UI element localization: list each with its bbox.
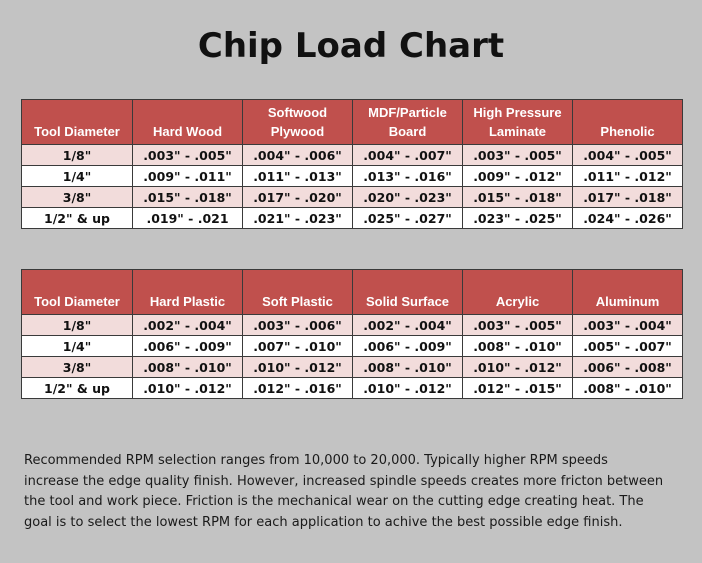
table-row	[22, 315, 683, 336]
table-cell: .006" - .008"	[573, 357, 683, 378]
column-header-hard-wood: Hard Wood	[133, 100, 243, 145]
table-row	[22, 187, 683, 208]
table-cell: .004" - .006"	[243, 145, 353, 166]
table-header-row	[22, 270, 683, 315]
table-cell: .010" - .012"	[463, 357, 573, 378]
table-cell: .019" - .021	[133, 208, 243, 229]
table-cell: .005" - .007"	[573, 336, 683, 357]
table-cell: .020" - .023"	[353, 187, 463, 208]
table-cell: .003" - .004"	[573, 315, 683, 336]
table-cell: .004" - .007"	[353, 145, 463, 166]
column-header-tool-diameter: Tool Diameter	[22, 270, 133, 315]
note-line: the tool and work piece. Friction is the mechanical wear on the cutting edge creating heat. The	[24, 494, 644, 509]
plastic-metal-chip-load-table	[21, 269, 683, 399]
table-cell: .006" - .009"	[133, 336, 243, 357]
table-cell: 3/8"	[22, 357, 133, 378]
rpm-recommendation-note	[24, 451, 686, 533]
table-row	[22, 357, 683, 378]
table-cell: .009" - .012"	[463, 166, 573, 187]
column-header-acrylic: Acrylic	[463, 270, 573, 315]
column-header-soft-plastic: Soft Plastic	[243, 270, 353, 315]
table-cell: .002" - .004"	[353, 315, 463, 336]
table-cell: 1/8"	[22, 315, 133, 336]
table-row	[22, 145, 683, 166]
note-line: increase the edge quality finish. However, increased spindle speeds creates more fricton between	[24, 473, 664, 489]
note-line: goal is to select the lowest RPM for each application to achive the best possible edge finish.	[24, 514, 623, 530]
table-row	[22, 208, 683, 229]
wood-chip-load-table	[21, 99, 683, 229]
table-cell: .024" - .026"	[573, 208, 683, 229]
table-cell: .021" - .023"	[243, 208, 353, 229]
table-cell: 1/4"	[22, 336, 133, 357]
table-cell: .012" - .015"	[463, 378, 573, 399]
table-cell: 1/2" & up	[22, 378, 133, 399]
table-cell: .006" - .009"	[353, 336, 463, 357]
column-header-mdf-particle-board: MDF/Particle Board	[353, 100, 463, 145]
table-row	[22, 336, 683, 357]
table-cell: 1/2" & up	[22, 208, 133, 229]
table-row	[22, 378, 683, 399]
table-cell: 3/8"	[22, 187, 133, 208]
table-cell: .003" - .005"	[463, 315, 573, 336]
note-line: Recommended RPM selection ranges from 10,000 to 20,000. Typically higher RPM speeds	[24, 453, 608, 468]
column-header-aluminum: Aluminum	[573, 270, 683, 315]
column-header-high-pressure-laminate: High Pressure Laminate	[463, 100, 573, 145]
table-cell: .003" - .006"	[243, 315, 353, 336]
table-cell: 1/8"	[22, 145, 133, 166]
table-cell: .017" - .018"	[573, 187, 683, 208]
table-cell: .015" - .018"	[133, 187, 243, 208]
table-cell: .003" - .005"	[463, 145, 573, 166]
column-header-solid-surface: Solid Surface	[353, 270, 463, 315]
table-cell: .004" - .005"	[573, 145, 683, 166]
table-cell: .008" - .010"	[133, 357, 243, 378]
table-cell: .017" - .020"	[243, 187, 353, 208]
table-cell: .003" - .005"	[133, 145, 243, 166]
table-cell: 1/4"	[22, 166, 133, 187]
table-cell: .025" - .027"	[353, 208, 463, 229]
table-cell: .011" - .013"	[243, 166, 353, 187]
column-header-softwood-plywood: Softwood Plywood	[243, 100, 353, 145]
column-header-hard-plastic: Hard Plastic	[133, 270, 243, 315]
table-cell: .008" - .010"	[573, 378, 683, 399]
column-header-tool-diameter: Tool Diameter	[22, 100, 133, 145]
table-cell: .010" - .012"	[243, 357, 353, 378]
table-cell: .023" - .025"	[463, 208, 573, 229]
table-cell: .007" - .010"	[243, 336, 353, 357]
table-cell: .010" - .012"	[133, 378, 243, 399]
table-cell: .011" - .012"	[573, 166, 683, 187]
table-cell: .008" - .010"	[353, 357, 463, 378]
table-cell: .009" - .011"	[133, 166, 243, 187]
page-title: Chip Load Chart	[197, 26, 505, 66]
table-cell: .012" - .016"	[243, 378, 353, 399]
table-cell: .010" - .012"	[353, 378, 463, 399]
table-row	[22, 166, 683, 187]
table-cell: .002" - .004"	[133, 315, 243, 336]
column-header-phenolic: Phenolic	[573, 100, 683, 145]
table-cell: .008" - .010"	[463, 336, 573, 357]
table-cell: .015" - .018"	[463, 187, 573, 208]
table-header-row	[22, 100, 683, 145]
table-cell: .013" - .016"	[353, 166, 463, 187]
